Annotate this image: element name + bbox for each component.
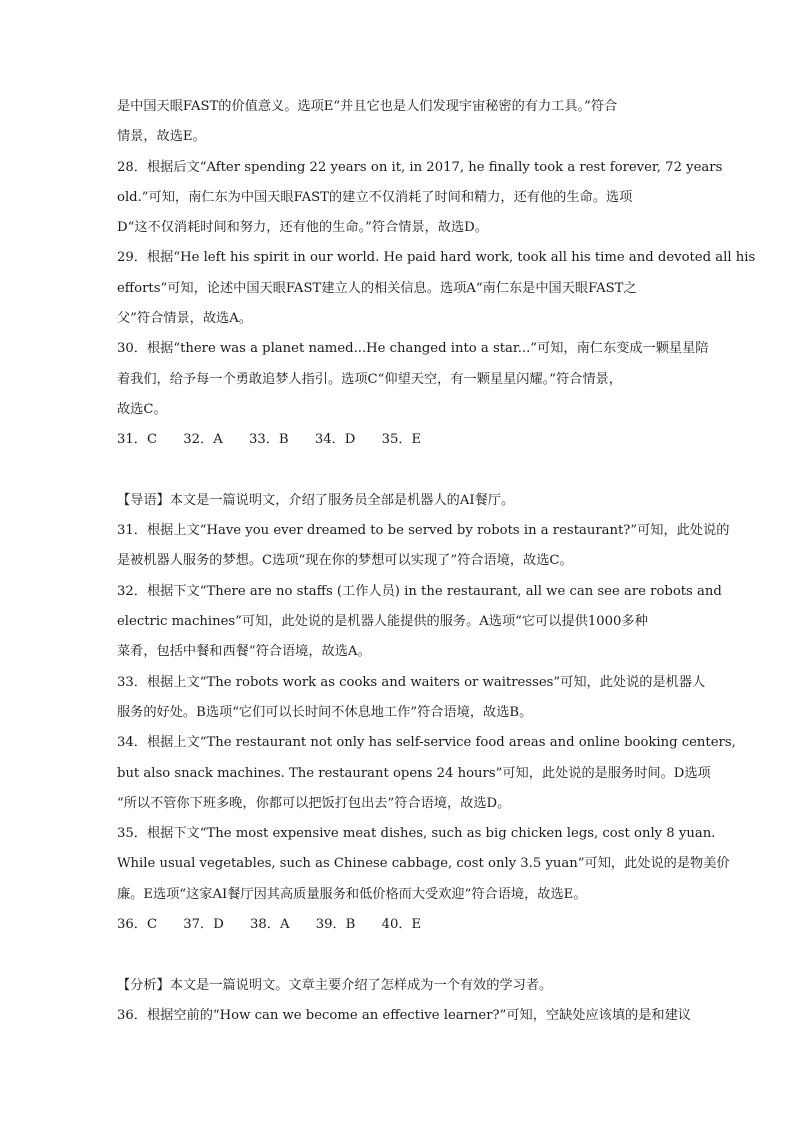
text-line: 情景，故选E。: [117, 129, 206, 145]
text-line: 着我们，给予每一个勇敢追梦人指引。选项C“仰望天空，有一颗星星闪耀。”符合情景，: [117, 371, 622, 387]
text-line: 36．根据空前的“How can we become an effective learner?”可知，空缺处应该填的是和建议: [117, 1007, 691, 1023]
section-heading: 【导语】本文是一篇说明文，介绍了服务员全部是机器人的AI餐厅。: [117, 492, 515, 508]
text-line: 父”符合情景，故选A。: [117, 311, 252, 327]
answer-34: 34．D: [314, 432, 356, 448]
text-line: but also snack machines. The restaurant opens 24 hours”可知，此处说的是服务时间。D选项: [117, 765, 711, 781]
answer-37: 37．D: [183, 917, 224, 933]
answer-32: 32．A: [183, 432, 223, 448]
text-line: 菜肴，包括中餐和西餐”符合语境，故选A。: [117, 644, 371, 660]
section-heading: 【分析】本文是一篇说明文。文章主要介绍了怎样成为一个有效的学习者。: [117, 977, 553, 993]
text-line: 28．根据后文“After spending 22 years on it, in 2017, he finally took a rest forever, 72 years: [117, 159, 723, 175]
answer-40: 40．E: [381, 917, 422, 933]
text-line: 故选C。: [117, 401, 167, 417]
text-line: D“这不仅消耗时间和努力，还有他的生命。”符合情景，故选D。: [117, 220, 488, 236]
text-line: 29．根据“He left his spirit in our world. He paid hard work, took all his time and devoted all his: [117, 250, 756, 266]
text-line: “所以不管你下班多晚，你都可以把饭打包出去”符合语境，故选D。: [117, 795, 511, 811]
text-line: 服务的好处。B选项“它们可以长时间不休息地工作”符合语境，故选B。: [117, 704, 533, 720]
text-line: 廉。E选项“这家AI餐厅因其高质量服务和低价格而大受欢迎”符合语境，故选E。: [117, 886, 587, 902]
answer-33: 33．B: [248, 432, 289, 448]
text-line: 31．根据上文“Have you ever dreamed to be served by robots in a restaurant?”可知，此处说的: [117, 523, 730, 539]
text-line: 35．根据下文“The most expensive meat dishes, such as big chicken legs, cost only 8 yuan.: [117, 826, 716, 842]
document-page: [117, 92, 756, 1031]
spacer: [117, 456, 687, 486]
answer-35: 35．E: [381, 432, 422, 448]
answer-31: 31．C: [117, 432, 158, 448]
text-line: old.”可知，南仁东为中国天眼FAST的建立不仅消耗了时间和精力，还有他的生命。选项: [117, 189, 633, 205]
answer-39: 39．B: [315, 917, 356, 933]
text-line: 32．根据下文“There are no staffs (工作人员) in the restaurant, all we can see are robots and: [117, 583, 722, 599]
answer-key-row: [117, 425, 687, 455]
text-line: 是被机器人服务的梦想。C选项“现在你的梦想可以实现了”符合语境，故选C。: [117, 553, 573, 569]
spacer: [117, 940, 687, 970]
text-line: 是中国天眼FAST的价值意义。选项E“并且它也是人们发现宇宙秘密的有力工具。”符合: [117, 99, 618, 114]
text-line: 30．根据“there was a planet named...He changed into a star...”可知，南仁东变成一颗星星陪: [117, 341, 709, 357]
text-line: electric machines”可知，此处说的是机器人能提供的服务。A选项“它可以提供1000多种: [117, 614, 648, 630]
answer-38: 38．A: [250, 917, 290, 933]
text-line: 34．根据上文“The restaurant not only has self-service food areas and online booking centers,: [117, 735, 736, 751]
text-line: While usual vegetables, such as Chinese cabbage, cost only 3.5 yuan”可知，此处说的是物美价: [117, 856, 730, 872]
answer-key-row: [117, 910, 687, 940]
text-line: 33．根据上文“The robots work as cooks and waiters or waitresses”可知，此处说的是机器人: [117, 674, 706, 690]
text-line: efforts”可知，论述中国天眼FAST建立人的相关信息。选项A“南仁东是中国天眼FAST之: [117, 280, 637, 296]
answer-36: 36．C: [117, 917, 158, 933]
